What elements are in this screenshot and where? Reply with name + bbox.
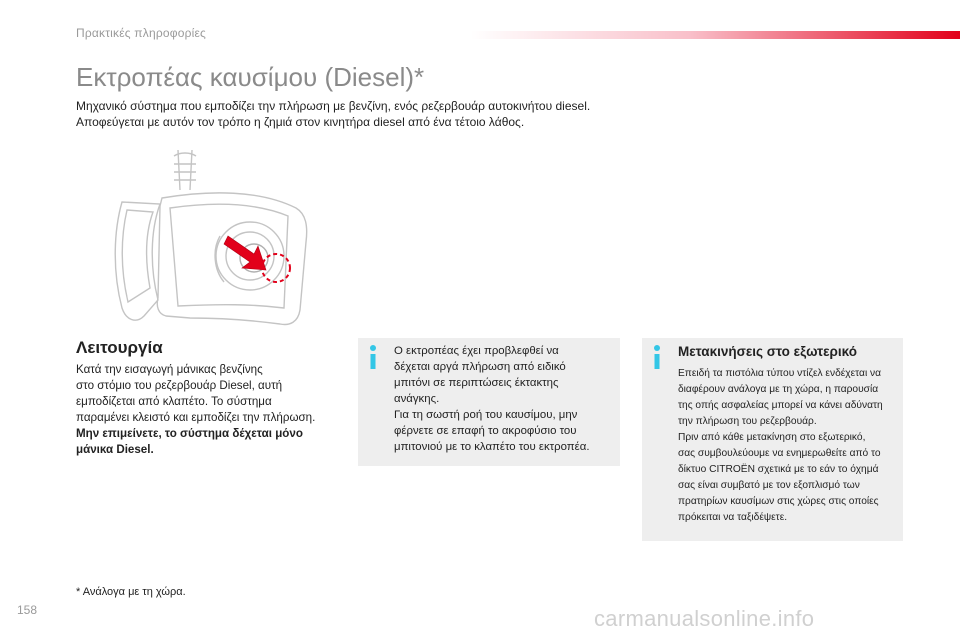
fuel-flap-illustration <box>100 150 320 340</box>
operation-warning-line: μάνικα Diesel. <box>76 443 154 456</box>
section-header: Πρακτικές πληροφορίες <box>76 26 207 40</box>
operation-warning-line: Μην επιμείνετε, το σύστημα δέχεται μόνο <box>76 427 303 440</box>
info-line: φέρνετε σε επαφή το ακροφύσιο του <box>394 425 577 437</box>
info-line: δέχεται αργά πλήρωση από ειδικό <box>394 361 566 373</box>
operation-line: στο στόμιο του ρεζερβουάρ Diesel, αυτή <box>76 379 283 392</box>
info-line: διαφέρουν ανάλογα με τη χώρα, η παρουσία <box>678 384 879 395</box>
info-icon <box>652 344 662 370</box>
page-title: Εκτροπέας καυσίμου (Diesel)* <box>76 62 425 92</box>
info-box-emergency-can <box>358 338 620 466</box>
intro-paragraph <box>76 98 696 130</box>
info-line: Ο εκτροπέας έχει προβλεφθεί να <box>394 345 559 357</box>
header-accent-bar <box>470 31 960 39</box>
info-line: Για τη σωστή ροή του καυσίμου, μην <box>394 409 578 421</box>
info-line: μπιτονιού με το κλαπέτο του εκτροπέα. <box>394 441 590 453</box>
info-box-2-text <box>678 366 900 526</box>
info-line: την πλήρωση του ρεζερβουάρ. <box>678 416 817 427</box>
info-line: δίκτυο CITROËN σχετικά με το εάν το όχημά <box>678 464 879 475</box>
operation-text <box>76 362 351 458</box>
operation-line: εμποδίζεται από κλαπέτο. Το σύστημα <box>76 395 272 408</box>
info-line: Πριν από κάθε μετακίνηση στο εξωτερικό, <box>678 432 866 443</box>
info-box-travel-abroad <box>642 338 903 541</box>
info-icon <box>368 344 378 370</box>
info-line: σας είναι συμβατό με τον εξοπλισμό των <box>678 480 860 491</box>
info-line: σας συμβουλεύουμε να ενημερωθείτε από το <box>678 448 881 459</box>
operation-heading: Λειτουργία <box>76 338 163 357</box>
info-box-1-text <box>394 343 614 455</box>
info-line: πρατηρίων καυσίμων στις χώρες στις οποίες <box>678 496 879 507</box>
info-line: Επειδή τα πιστόλια τύπου ντίζελ ενδέχεται να <box>678 368 882 379</box>
info-line: μπιτόνι σε περιπτώσεις έκτακτης <box>394 377 559 389</box>
watermark: carmanualsonline.info <box>594 606 815 631</box>
info-box-2-heading: Μετακινήσεις στο εξωτερικό <box>678 344 857 359</box>
operation-line: παραμένει κλειστό και εμποδίζει την πλήρωση. <box>76 411 316 424</box>
footnote: * Ανάλογα με τη χώρα. <box>76 586 186 598</box>
info-line: της οπής ασφαλείας μπορεί να κάνει αδύνατη <box>678 400 883 411</box>
info-line: ανάγκης. <box>394 393 440 405</box>
intro-line: Μηχανικό σύστημα που εμποδίζει την πλήρωση με βενζίνη, ενός ρεζερβουάρ αυτοκινήτου diesel. <box>76 99 591 113</box>
intro-line: Αποφεύγεται με αυτόν τον τρόπο η ζημιά στον κινητήρα diesel από ένα τέτοιο λάθος. <box>76 115 525 129</box>
operation-line: Κατά την εισαγωγή μάνικας βενζίνης <box>76 363 263 376</box>
page-number: 158 <box>17 603 38 617</box>
info-line: πρόκειται να ταξιδέψετε. <box>678 512 788 523</box>
